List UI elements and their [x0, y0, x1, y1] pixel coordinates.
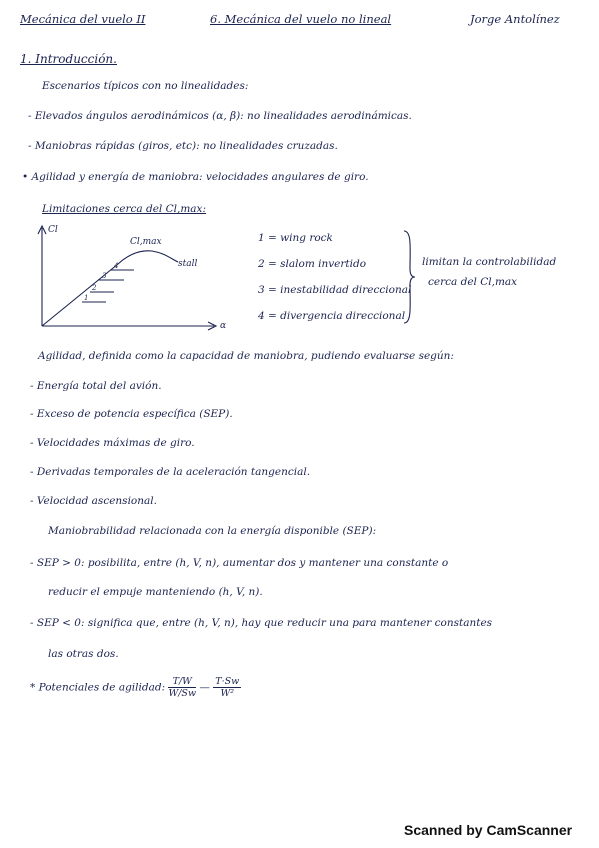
limitation-note: cerca del Cl,max	[428, 276, 518, 288]
agility-line: - Velocidad ascensional.	[30, 495, 157, 507]
section-title: 1. Introducción.	[20, 52, 117, 66]
agility-line: - SEP < 0: significa que, entre (h, V, n), hay que reducir una para mantener constantes	[30, 617, 493, 629]
fraction-2-denominator: W²	[220, 688, 235, 699]
cl-alpha-svg	[30, 220, 240, 338]
course-title: Mecánica del vuelo II	[20, 12, 146, 26]
limitation-item: 2 = slalom invertido	[258, 258, 367, 270]
chapter-title: 6. Mecánica del vuelo no lineal	[210, 12, 392, 26]
x-axis-label: α	[220, 321, 227, 331]
agility-line: - Exceso de potencia específica (SEP).	[30, 408, 233, 420]
agility-line: reducir el empuje manteniendo (h, V, n).	[48, 586, 263, 598]
fraction-1-denominator: W/Sw	[168, 688, 197, 699]
intro-line: Limitaciones cerca del Cl,max:	[42, 203, 207, 215]
scanner-watermark: Scanned by CamScanner	[404, 822, 573, 838]
curly-brace	[402, 229, 416, 325]
agility-line: - Derivadas temporales de la aceleración tangencial.	[30, 466, 311, 478]
limitation-item: 4 = divergencia direccional	[258, 310, 406, 322]
agility-potential-label: * Potenciales de agilidad:	[30, 681, 166, 694]
agility-line: - Energía total del avión.	[30, 380, 162, 392]
y-axis-label: Cl	[48, 225, 58, 235]
author-name: Jorge Antolínez	[470, 12, 560, 26]
fraction-1	[168, 676, 196, 699]
intro-line: Escenarios típicos con no linealidades:	[42, 80, 249, 92]
agility-line: las otras dos.	[48, 648, 119, 660]
agility-line: - Velocidades máximas de giro.	[30, 437, 195, 449]
cmax-label: Cl,max	[130, 237, 162, 247]
limitation-item: 1 = wing rock	[258, 232, 333, 244]
lift-curve	[42, 251, 178, 326]
limitation-note: limitan la controlabilidad	[422, 256, 557, 268]
limitation-item: 3 = inestabilidad direccional	[258, 284, 412, 296]
intro-line: - Elevados ángulos aerodinámicos (α, β): no linealidades aerodinámicas.	[28, 110, 412, 122]
intro-line: • Agilidad y energía de maniobra: velocidades angulares de giro.	[22, 171, 369, 183]
stall-label: stall	[178, 259, 198, 269]
agility-line: - SEP > 0: posibilita, entre (h, V, n), aumentar dos y mantener una constante o	[30, 557, 449, 569]
cl-alpha-sketch	[30, 220, 240, 338]
marker-1: 1	[84, 294, 89, 302]
fraction-2	[213, 676, 241, 699]
marker-3: 3	[102, 272, 107, 280]
marker-4: 4	[114, 262, 119, 270]
minus-sign: —	[199, 681, 210, 694]
agility-line: Agilidad, definida como la capacidad de maniobra, pudiendo evaluarse según:	[38, 350, 454, 362]
agility-potential	[30, 676, 241, 699]
intro-line: - Maniobras rápidas (giros, etc): no linealidades cruzadas.	[28, 140, 338, 152]
fraction-1-numerator: T/W	[168, 676, 196, 688]
agility-line: Maniobrabilidad relacionada con la energía disponible (SEP):	[48, 525, 377, 537]
marker-2: 2	[92, 284, 97, 292]
fraction-2-numerator: T·Sw	[215, 676, 240, 687]
